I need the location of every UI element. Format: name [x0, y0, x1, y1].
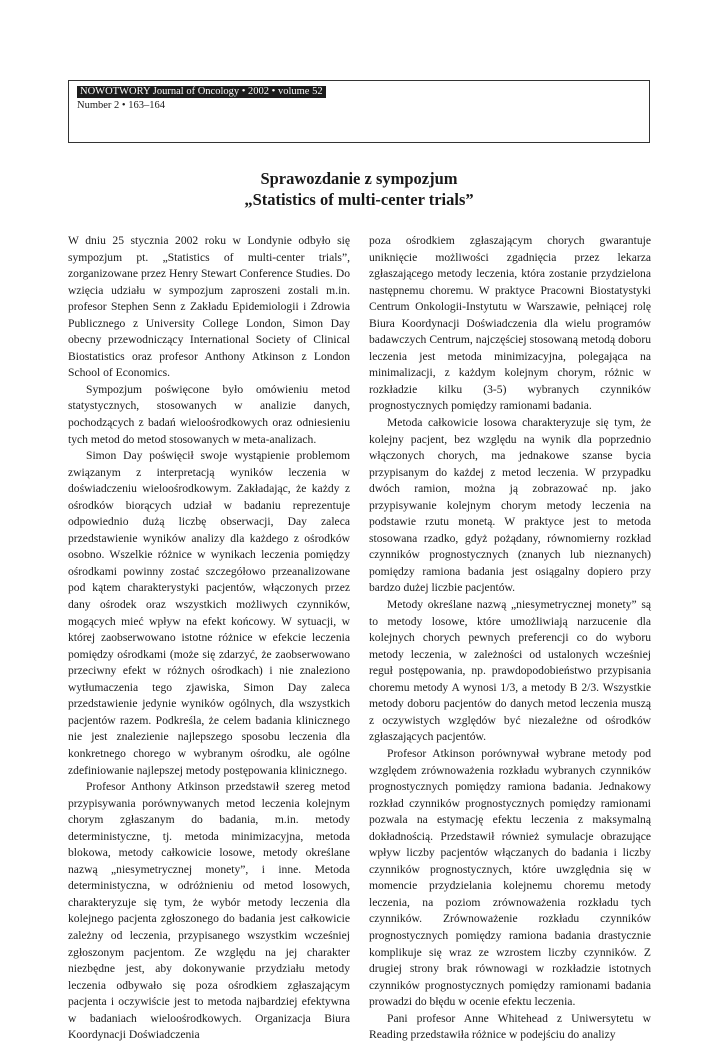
article-title: [0, 168, 718, 210]
paragraph: Profesor Anthony Atkinson przedstawił szereg metod przypisywania porównywanych metod leczenia kolejnym chorym zgłaszanym do badania, m.in. metody deterministyczne, tj. metoda minimizacyjna, metoda blokowa, metody całkowicie losowe, metody określane nazwą „niesymetrycznej monety”, i inne. Metoda deterministyczna, w odróżnieniu od metod losowych, charakteryzuje się tym, że wybór metody leczenia dla kolejnego pacjenta zgłoszonego do badania jest całkowicie zależny od leczenia, przypisanego wszystkim wcześniej zgłoszonym pacjentom. Ze względu na jej charakter niezbędne jest, aby dokonywanie przydziału metody leczenia odbywało się poza ośrodkiem zgłaszającym pacjenta i oczywiście jest to metoda najbardziej efektywna w badaniach wieloośrodkowych. Organizacja Biura Koordynacji Doświadczenia: [68, 780, 350, 1042]
journal-name: NOWOTWORY Journal of Oncology • 2002 • volume 52: [77, 86, 326, 98]
title-line-2: „Statistics of multi-center trials”: [244, 190, 474, 209]
right-column: [369, 233, 651, 1044]
paragraph: Profesor Atkinson porównywał wybrane metody pod względem zrównoważenia rozkładu wybranych czynników prognostycznych pomiędzy ramiona badania. Jednakowy rozkład czynników prognostycznych pomiędzy ramionami pozwala na estymację efektu leczenia z maksymalną dokładnością. Przedstawił również symulacje obrazujące wpływ liczby pacjentów włączanych do badania i liczby czynników prognostycznych, które uwzględnia się w momencie przydzielania kolejnemu choremu metody leczenia, na poziom zrównoważenia rozkładu tych czynników. Zrównoważenie rozkładu czynników prognostycznych pomiędzy ramiona badania drastycznie komplikuje się wraz ze wzrostem liczby czynników. Z drugiej strony brak równowagi w rozkładzie istotnych czynników prognostycznych pomiędzy ramionami badania prowadzi do błędu w ocenie efektu leczenia.: [369, 746, 651, 1009]
paragraph: Pani profesor Anne Whitehead z Uniwersytetu w Reading przedstawiła różnice w podejściu do analizy: [369, 1011, 651, 1042]
paragraph: Sympozjum poświęcone było omówieniu metod statystycznych, stosowanych w analizie danych, pochodzących z badań wieloośrodkowych oraz odniesieniu tych metod do metod stosowanych w meta-analizach.: [68, 382, 350, 446]
journal-header-box: [68, 80, 650, 143]
issue-info: Number 2 • 163–164: [77, 100, 165, 111]
paragraph: Simon Day poświęcił swoje wystąpienie problemom związanym z interpretacją wyników leczenia w doświadczeniu wieloośrodkowym. Zakładając, że każdy z ośrodków biorących udział w badaniu reprezentuje odpowiednio dużą liczbę obserwacji, Day zaleca przedstawienie wyników analizy dla każdego z ośrodków osobno. Wszelkie różnice w wynikach leczenia pomiędzy ośrodkami powinny zostać szczegółowo przeanalizowane pod kątem charakterystyki pacjentów, włączonych przez dany ośrodek oraz wszystkich możliwych czynników, mogących mieć wpływ na efekt końcowy. W sytuacji, w której zaobserwowano istotne różnice w efekcie leczenia pomiędzy ośrodkami (może się zdarzyć, że zaobserwowano przeciwny efekt w różnych ośrodkach) i nie znaleziono wytłumaczenia tego zjawiska, Simon Day zaleca przedstawienie jedynie wyników ogólnych, dla wszystkich pacjentów razem. Podkreśla, że celem badania klinicznego nie jest znalezienie najlepszego sposobu leczenia dla konkretnego chorego w wybranym ośrodku, ale ogólne zdefiniowanie najlepszej metody postępowania klinicznego.: [68, 449, 350, 777]
left-column: [68, 233, 350, 1044]
title-line-1: Sprawozdanie z sympozjum: [260, 169, 458, 188]
paragraph: poza ośrodkiem zgłaszającym chorych gwarantuje uniknięcie możliwości zgadnięcia przez lekarza zgłaszającego metody leczenia, która zostanie przydzielona następnemu choremu. W praktyce Pracowni Biostatystyki Centrum Onkologii-Instytutu w Warszawie, pełniącej rolę Biura Koordynacji Doświadczenia dla wielu programów badawczych Centrum, najczęściej stosowaną metodą doboru leczenia jest metoda minimizacyjna, polegająca na minimalizacji, z każdym kolejnym chorym, różnic w rozkładzie kilku (3-5) wybranych czynników prognostycznych pomiędzy ramionami badania.: [369, 234, 651, 413]
paragraph: W dniu 25 stycznia 2002 roku w Londynie odbyło się sympozjum pt. „Statistics of multi-center trials”, zorganizowane przez Henry Stewart Conference Studies. Do wzięcia udziału w sympozjum zaproszeni zostali m.in. profesor Stephen Senn z Zakładu Epidemiologii i Zdrowia Publicznego z University College London, Simon Day obecny przewodniczący International Society of Clinical Biostatistics oraz profesor Anthony Atkinson z London School of Economics.: [68, 234, 350, 380]
paragraph: Metody określane nazwą „niesymetrycznej monety” są to metody losowe, które umożliwiają narzucenie dla kolejnych chorych pewnych preferencji co do wyboru metody leczenia, w zależności od ustalonych wcześniej reguł postępowania, np. prawdopodobieństwo przypisania choremu metody A wynosi 1/3, a metody B 2/3. Wszystkie metody doboru pacjentów do danych metod leczenia muszą z oczywistych względów być niezależne od ośrodków zgłaszających pacjentów.: [369, 598, 651, 744]
paragraph: Metoda całkowicie losowa charakteryzuje się tym, że kolejny pacjent, bez względu na wynik dla poprzednio włączonych chorych, ma jednakowe szanse bycia przypisanym do każdej z metod leczenia. W przypadku dwóch ramion, można ją zobrazować np. jako przypisywanie kolejnym chorym metody leczenia na podstawie rzutu monetą. W praktyce jest to metoda stosowana rzadko, gdyż pożądany, równomierny rozkład czynników prognostycznych (znanych lub nieznanych) pomiędzy ramiona badania jest osiągalny dopiero przy bardzo dużej liczbie pacjentów.: [369, 416, 651, 595]
